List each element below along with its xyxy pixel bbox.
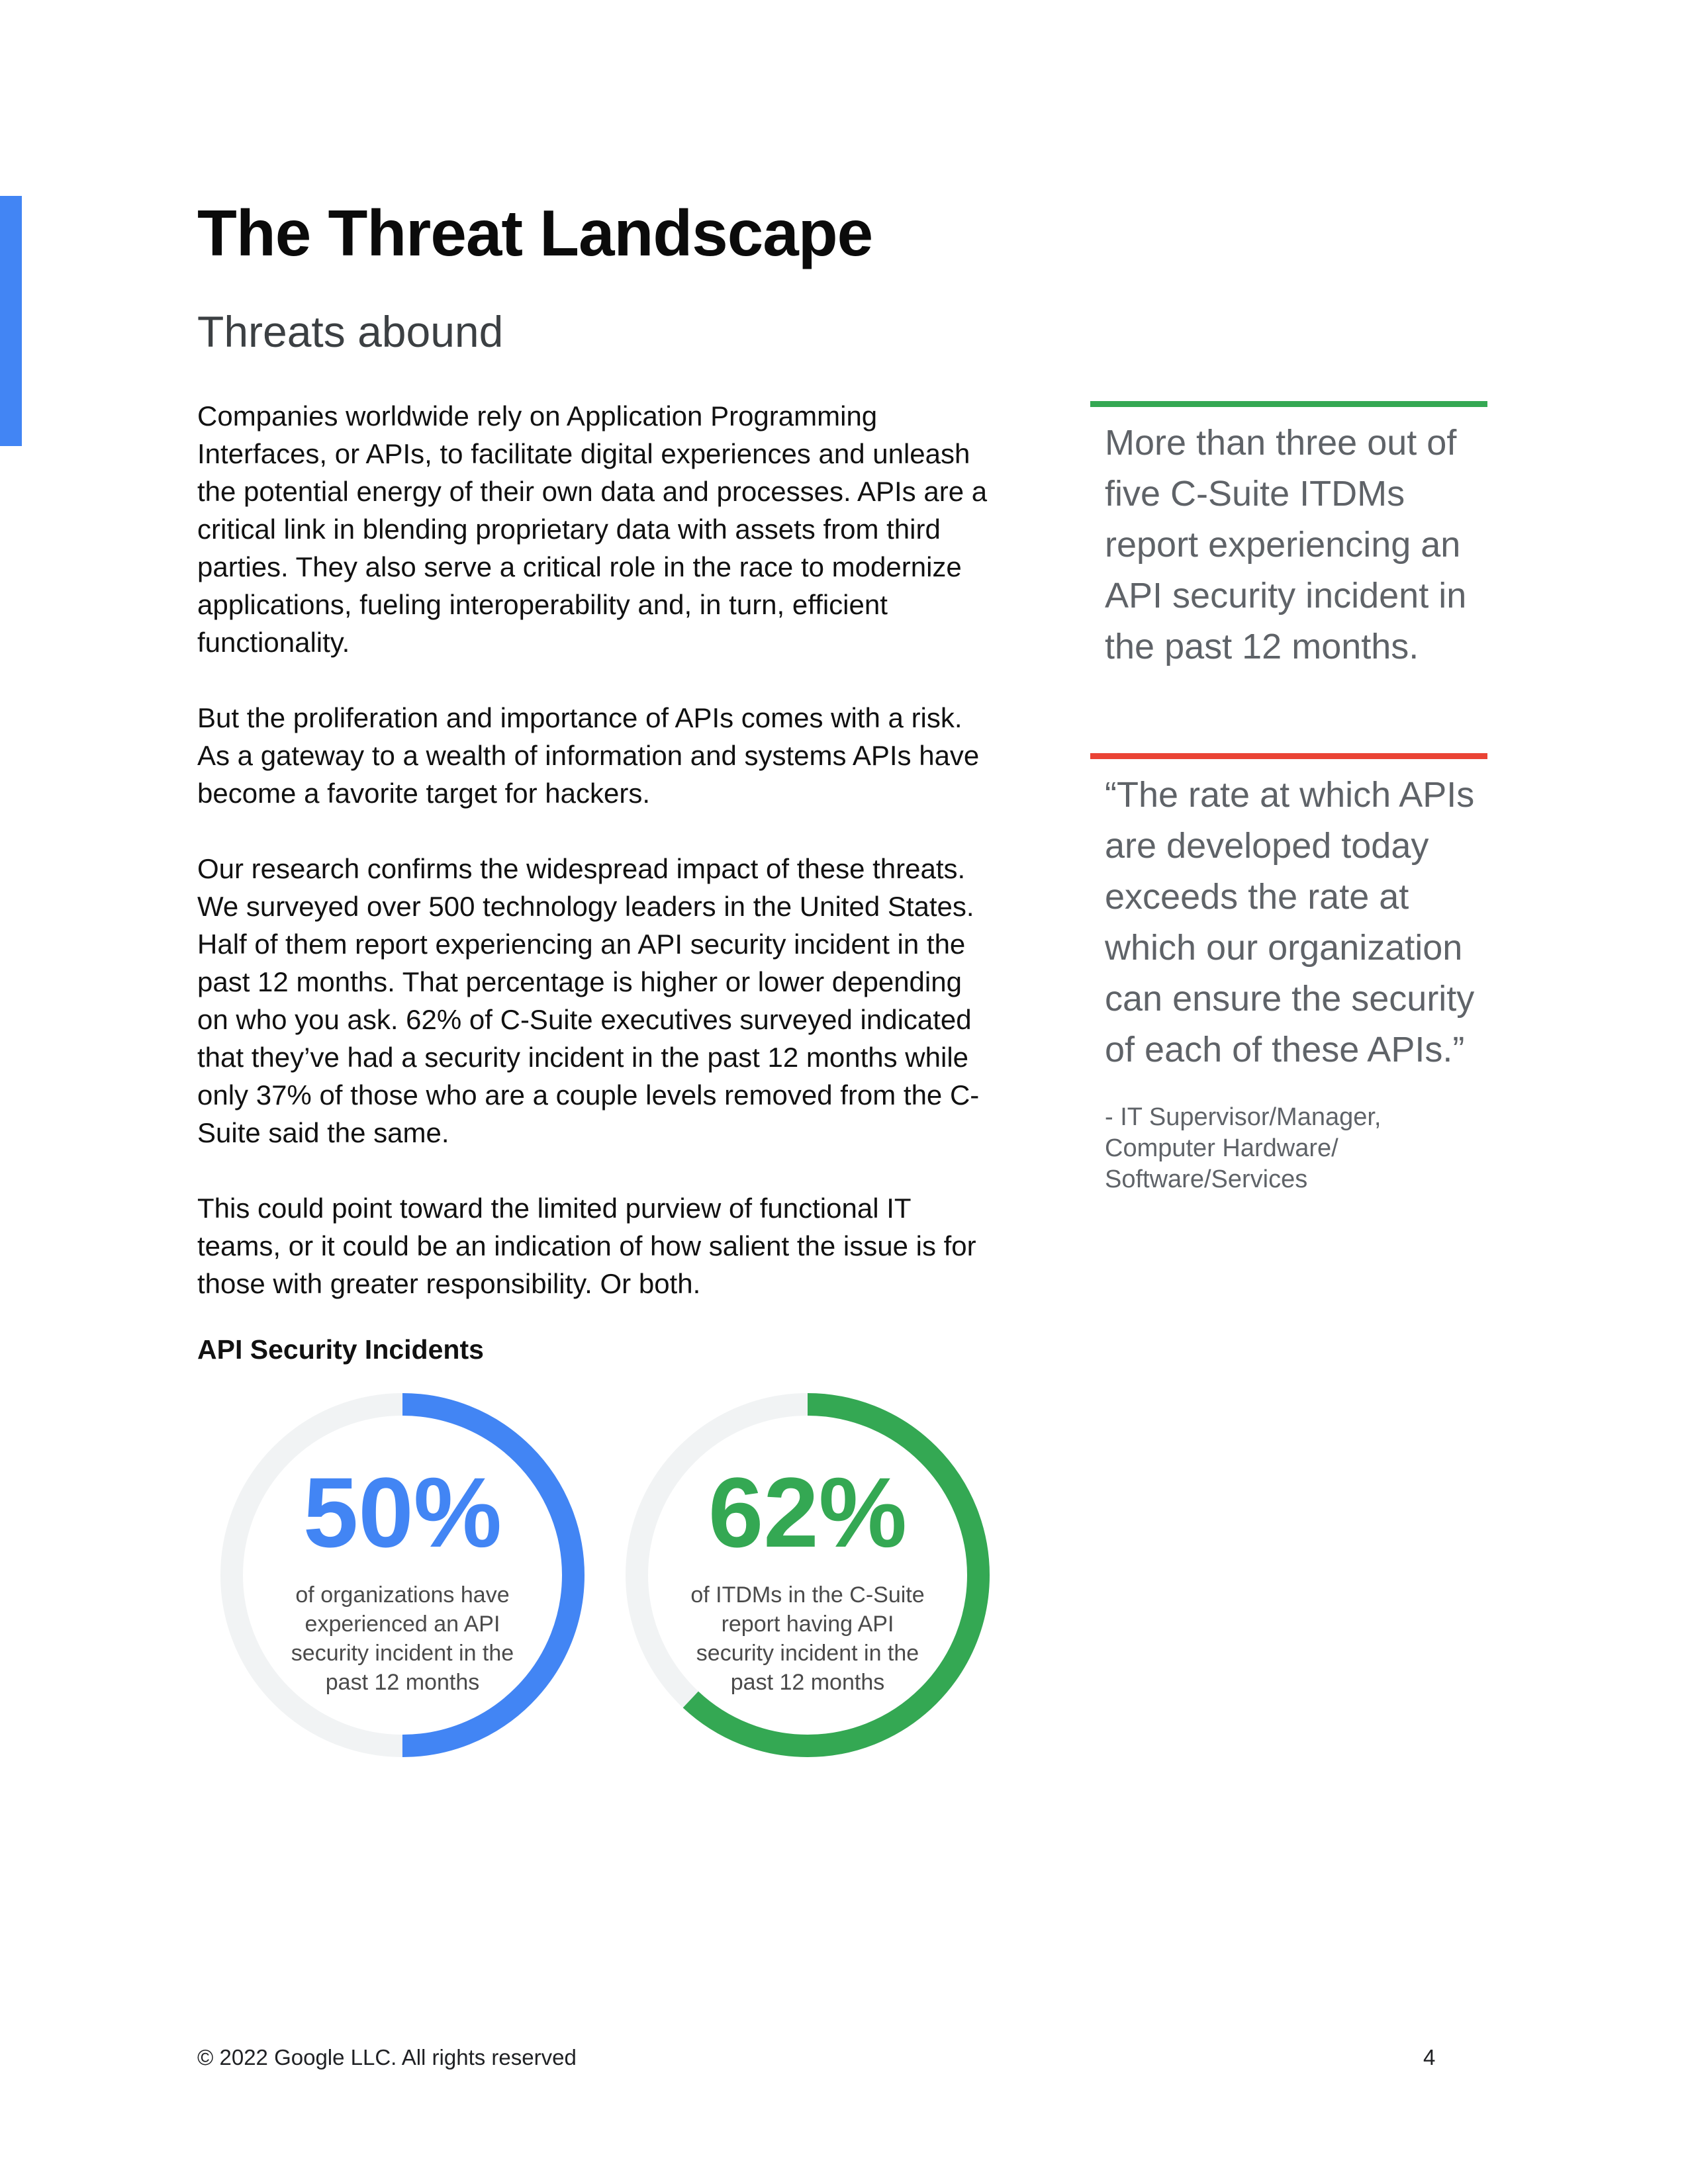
chart-heading: API Security Incidents: [197, 1334, 484, 1365]
callout-rule-red: [1090, 753, 1487, 759]
quote-callout: [1090, 753, 1487, 1195]
donut-caption: of organizations have experienced an API security incident in the past 12 months: [291, 1582, 514, 1695]
page-title: The Threat Landscape: [197, 197, 873, 269]
paragraph: This could point toward the limited purview of functional IT teams, or it could be an indication of how salient the issue is for those with greater responsibility. Or both.: [197, 1193, 976, 1299]
quote-attribution: - IT Supervisor/Manager, Computer Hardware/ Software/Services: [1105, 1103, 1382, 1193]
paragraph: Our research confirms the widespread impact of these threats. We surveyed over 500 technology leaders in the United States. Half of them report experiencing an API security incident in the past 12 months. That percentage is higher or lower depending on who you ask. 62% of C-Suite executives surveyed indicated that they’ve had a security incident in the past 12 months while only 37% of those who are a couple levels removed from the C-Suite said the same.: [197, 853, 980, 1148]
donut-value: 50%: [303, 1457, 502, 1568]
page-subtitle: Threats abound: [197, 307, 504, 356]
paragraph: Companies worldwide rely on Application Programming Interfaces, or APIs, to facilitate digital experiences and unleash the potential energy of their own data and processes. APIs are a critical link in blending proprietary data with assets from third parties. They also serve a critical role in the race to modernize applications, fueling interoperability and, in turn, efficient functionality.: [197, 400, 988, 658]
donut-chart-organizations: [217, 1390, 588, 1760]
donut-chart-csuite: [622, 1390, 993, 1760]
body-text: [197, 397, 992, 1340]
callout-rule-green: [1090, 401, 1487, 407]
footer-copyright: © 2022 Google LLC. All rights reserved: [197, 2045, 577, 2070]
stat-text: More than three out of five C-Suite ITDMs report experiencing an API security incident in the past 12 months.: [1105, 423, 1467, 666]
donut-graphic: [622, 1390, 993, 1760]
stat-callout: [1090, 401, 1487, 672]
page-number: 4: [1423, 2045, 1436, 2070]
donut-graphic: [217, 1390, 588, 1760]
donut-caption: of ITDMs in the C-Suite report having API security incident in the past 12 months: [690, 1582, 925, 1695]
quote-text: “The rate at which APIs are developed today exceeds the rate at which our organization can ensure the security of each of these APIs.”: [1105, 775, 1475, 1069]
accent-bar: [0, 196, 22, 446]
paragraph: But the proliferation and importance of APIs comes with a risk. As a gateway to a wealth of information and systems APIs have become a favorite target for hackers.: [197, 702, 980, 809]
donut-value: 62%: [708, 1457, 908, 1568]
